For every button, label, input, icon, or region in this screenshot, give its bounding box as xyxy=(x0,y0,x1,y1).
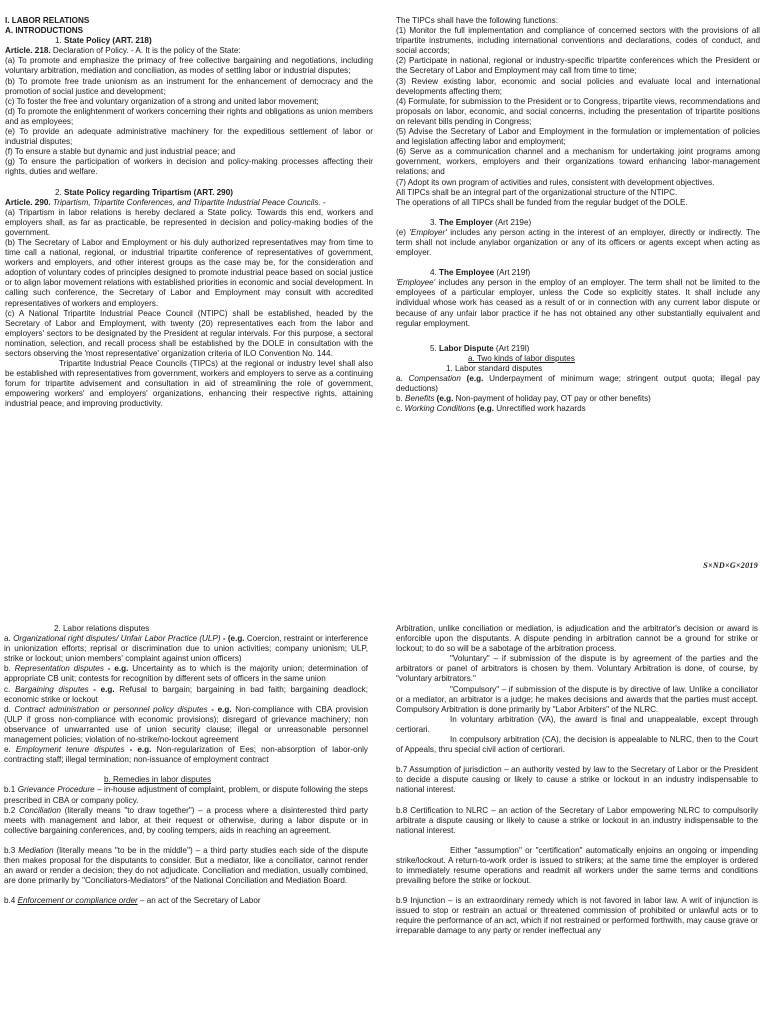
defined-term: 'Employer' xyxy=(409,227,447,237)
item-label: a. xyxy=(4,634,14,644)
page-footer-mark: S×ND×G×2019 xyxy=(703,561,758,570)
section-number: 5. xyxy=(430,343,440,353)
section-title: The Employer xyxy=(439,217,493,227)
item-text: Coercion, restraint or interference in unionization efforts; reprisal or discrimination due to union activities; company unionism; ULP, strike or lockout; union members' complaint against union officers) xyxy=(4,634,368,664)
page2-left-column xyxy=(4,624,368,906)
section-title: State Policy regarding Tripartism xyxy=(64,187,192,197)
article-218-item: (e) To provide an adequate administrative machinery for the expeditious settlement of labor or industrial disputes; xyxy=(5,127,373,147)
item-label: b.3 xyxy=(4,845,19,855)
item-text: Refusal to bargain; bargaining in bad faith; bargaining deadlock; economic strike or lockout xyxy=(4,684,368,704)
item-label: b.4 xyxy=(4,896,18,906)
article-218-item: (d) To promote the enlightenment of workers concerning their rights and obligations as union members and as employees; xyxy=(5,106,373,126)
section-title: The Employee xyxy=(439,268,495,278)
remedy-item xyxy=(4,896,368,906)
remedy-certification: b.8 Certification to NLRC – an action of the Secretary of Labor empowering NLRC to compulsorily arbitrate a dispute causing or likely to cause a strike or lockout in an industry indispensable to the national interest. xyxy=(396,805,758,835)
item-example-marker: - e.g. xyxy=(103,664,129,674)
section-number: 1. xyxy=(55,36,65,46)
item-term: Mediation xyxy=(18,845,54,855)
page2-right-column xyxy=(396,624,758,937)
item-example-marker: - e.g. xyxy=(207,704,232,714)
employer-definition xyxy=(396,228,760,258)
item-label: c. xyxy=(396,404,405,414)
item-label: e. xyxy=(4,745,16,755)
article-title: Tripartism, Tripartite Conferences, and Tripartite Industrial Peace Councils. - xyxy=(50,197,326,207)
item-text: Underpayment of minimum wage; stringent output quota; illegal pay deductions) xyxy=(396,374,760,394)
section-labor-dispute xyxy=(396,344,760,354)
article-290-item: (b) The Secretary of Labor and Employment or his duly authorized representatives may from time to time call a national, regional, or industrial tripartite conference of representatives of government, workers and employers, and other interest groups as the case may be, for the consideration and adoption of voluntary codes of principles designed to promote industrial peace based on social justice or to align labor movement relations with established priorities in economic and social development. In calling such conference, the Secretary of Labor and Employment may consult with accredited representatives of workers and employers. xyxy=(5,237,373,308)
article-290-title xyxy=(5,198,373,208)
item-label: b. xyxy=(4,664,15,674)
section-state-policy xyxy=(5,36,373,46)
item-term: Grievance Procedure xyxy=(17,785,95,795)
item-term: Employment tenure disputes xyxy=(15,745,125,755)
section-reference: (Art 219e) xyxy=(492,217,532,227)
dispute-item xyxy=(396,374,760,394)
section-number: 4. xyxy=(430,268,440,278)
employee-definition xyxy=(396,278,760,328)
section-employer xyxy=(396,218,760,228)
dispute-item xyxy=(4,664,368,684)
dispute-item xyxy=(4,634,368,664)
item-text: Non-compliance with CBA provision (ULP if gross non-compliance with economic provisions); disregard of grievance machinery; non observance of unwarranted use of union security clause; illegal or unreasonable personnel management policies; violation of no-strike/no-lockout agreement xyxy=(4,704,368,745)
arbitration-paragraph: Arbitration, unlike conciliation or mediation, is adjudication and the arbitrator's decision or award is enforcible upon the disputants. A dispute pending in arbitration cannot be a ground for strike or lockout; to do so will be a sabotage of the arbitration process. xyxy=(396,624,758,654)
tipc-function: (3) Review existing labor, economic and social policies and evaluate local and international developments affecting them; xyxy=(396,76,760,96)
article-290-tipc: Tripartite Industrial Peace Councils (TIPCs) at the regional or industry level shall also be established with representatives from government, workers and employers to serve as a continuing forum for tripartite advisement and consultation in aid of streamlining the role of government, empowering workers' and employers' organizations, enhancing their respective rights, attaining industrial peace, and improving productivity. xyxy=(5,359,373,409)
item-text: (literally means "to draw together") – a process where a disinterested third party meets with management and labor, at their request or otherwise, during a labor dispute or in collective bargaining conferences, and, by cooling tempers, aids in reaching an agreement. xyxy=(4,805,368,835)
section-tripartism xyxy=(5,188,373,198)
item-label: a. xyxy=(396,374,409,383)
section-number: 3. xyxy=(430,217,440,227)
dispute-item xyxy=(4,705,368,745)
remedy-either-note: Either "assumption" or "certification" automatically enjoins an ongoing or impending strike/lockout. A return-to-work order is issued to strikers; at the same time the employer is ordered to immediately resume operations and readmit all workers under the same terms and conditions prevailing before the strike or lockout. xyxy=(396,845,758,886)
subsection-labor-standard: 1. Labor standard disputes xyxy=(446,363,543,373)
item-term: Bargaining disputes xyxy=(14,684,89,694)
section-reference: (ART. 290) xyxy=(191,187,233,197)
item-label: b. xyxy=(396,394,406,404)
section-reference: (Art 219l) xyxy=(493,343,530,353)
tipc-function: (2) Participate in national, regional or industry-specific tripartite conferences which the President or the Secretary of Labor and Employment may call from time to time; xyxy=(396,56,760,76)
article-label: Article. 218. xyxy=(5,46,51,56)
item-example-marker: - (e.g. xyxy=(220,634,245,644)
item-label: c. xyxy=(4,684,15,694)
arbitration-ca-note: In compulsory arbitration (CA), the decision is appealable to NLRC, then to the Court of Appeals, thru special civil action of certiorari. xyxy=(396,735,758,755)
remedy-item xyxy=(4,806,368,836)
subsection-two-kinds: a. Two kinds of labor disputes xyxy=(468,353,575,363)
tipc-function: (7) Adopt its own program of activities and rules, consistent with development objectives. xyxy=(396,177,715,187)
article-218-item: (f) To ensure a stable but dynamic and just industrial peace; and xyxy=(5,147,236,157)
item-example-marker: - e.g. xyxy=(88,684,115,694)
dispute-item xyxy=(396,394,760,404)
defined-term: 'Employee' xyxy=(396,278,436,288)
remedy-item xyxy=(4,785,368,805)
item-text: – in-house adjustment of complaint, problem, or dispute following the steps prescribed in CBA or company policy. xyxy=(4,785,368,805)
tipc-intro: The TIPCs shall have the following functions: xyxy=(396,16,558,25)
article-290-item: (c) A National Tripartite Industrial Peace Council (NTIPC) shall be established, headed by the Secretary of Labor and Employment, with twenty (20) representatives each from the labor and employers' sectors to be designated by the President at regular intervals. For this purpose, a sectoral nomination, selection, and recall process shall be established by the DOLE in consultation with the sectors observing the 'most representative' organization criteria of ILO Convention No. 144. xyxy=(5,308,373,358)
dispute-item xyxy=(4,685,368,705)
item-label: b.2 xyxy=(4,805,19,815)
arbitration-compulsory: "Compulsory" – if submission of the dispute is by directive of law. Unlike a conciliator or a mediator, an arbitrator is a judge; he makes decisions and awards that the parties must accept. Compulsory Arbitration is done primarily by "Labor Arbiters" of the NLRC. xyxy=(396,684,758,714)
item-term: Compensation xyxy=(408,374,461,383)
heading-introductions: A. INTRODUCTIONS xyxy=(5,26,84,36)
item-term: Contract administration or personnel policy disputes xyxy=(14,704,208,714)
tipc-integral: All TIPCs shall be an integral part of the organizational structure of the NTIPC. xyxy=(396,187,678,197)
section-reference: (Art 219f) xyxy=(494,268,531,278)
page1-right-column xyxy=(396,16,760,414)
article-label: Article. 290. xyxy=(5,197,51,207)
remedy-assumption: b.7 Assumption of jurisdiction – an authority vested by law to the Secretary of Labor or the President to decide a dispute causing or likely to cause a strike or lockout in an industry indispensable to national interest. xyxy=(396,765,758,795)
item-text: Uncertainty as to which is the majority union; determination of appropriate CB unit; contests for recognition by different sets of officers in the same union xyxy=(4,664,369,684)
tipc-function: (4) Formulate, for submission to the President or to Congress, tripartite views, recommendations and proposals on labor, economic, and social concerns, including the presentation of tripartite positions on relevant bills pending in Congress; xyxy=(396,96,760,126)
remedy-item xyxy=(4,846,368,886)
subsection-remedies: b. Remedies in labor disputes xyxy=(104,775,212,785)
article-218-item: (g) To ensure the participation of workers in decision and policy-making processes affecting their rights, duties and welfare. xyxy=(5,157,373,177)
arbitration-voluntary: "Voluntary" – if submission of the dispute is by agreement of the parties and the arbitrators or panel of arbitrators is chosen by them. Voluntary Arbitration is done, of course, by "voluntary arbitrators." xyxy=(396,654,758,684)
page-gap xyxy=(0,585,768,610)
section-number: 2. xyxy=(55,187,65,197)
item-term: Organizational right disputes/ Unfair Labor Practice (ULP) xyxy=(13,634,221,644)
section-title: Labor Dispute xyxy=(439,343,494,353)
item-term: Working Conditions xyxy=(404,404,476,414)
item-term: Benefits xyxy=(405,394,435,404)
page1-left-column xyxy=(5,16,373,410)
item-text: Non-payment of holiday pay, OT pay or other benefits) xyxy=(453,394,651,404)
item-term: Conciliation xyxy=(18,805,61,815)
arbitration-va-note: In voluntary arbitration (VA), the award is final and unappealable, except through certiorari. xyxy=(396,714,758,734)
dispute-item xyxy=(4,745,368,765)
item-example-marker: (e.g. xyxy=(460,374,484,383)
item-example-marker: - e.g. xyxy=(124,745,152,755)
section-employee xyxy=(396,268,760,278)
item-label: (e) xyxy=(396,227,410,237)
tipc-funding: The operations of all TIPCs shall be funded from the regular budget of the DOLE. xyxy=(396,197,688,207)
item-example-marker: (e.g. xyxy=(434,394,454,404)
article-218-item: (a) To promote and emphasize the primacy of free collective bargaining and negotiations, including voluntary arbitration, mediation and conciliation, as modes of settling labor or industrial disputes; xyxy=(5,56,373,76)
item-term: Enforcement or compliance order xyxy=(17,896,138,906)
article-218-declaration xyxy=(5,46,373,56)
heading-labor-relations: I. LABOR RELATIONS xyxy=(5,16,90,25)
article-text: Declaration of Policy. - A. It is the policy of the State: xyxy=(50,46,241,56)
dispute-item xyxy=(396,404,760,414)
item-text: Unrectified work hazards xyxy=(494,404,586,414)
document-page-2 xyxy=(0,610,768,1024)
article-290-item: (a) Tripartism in labor relations is hereby declared a State policy. Towards this end, workers and employers shall, as far as practicable, be represented in decision and policy-making bodies of the government. xyxy=(5,207,373,237)
definition-text: includes any person in the employ of an employer. The term shall not be limited to the employees of a particular employer, unless the Code so explicitly states. It shall include any individual whose work has ceased as a result of or in connection with any current labor dispute or because of any unfair labor practice if he has not obtained any other substantially equivalent and regular employment. xyxy=(396,278,760,328)
item-term: Representation disputes xyxy=(14,664,104,674)
item-label: d. xyxy=(4,704,15,714)
item-text: Non-regularization of Ees; non-absorption of labor-only contracting staff; illegal termination; non-issuance of employment contract xyxy=(4,745,368,765)
article-218-item: (c) To foster the free and voluntary organization of a strong and united labor movement; xyxy=(5,96,319,106)
item-text: (literally means "to be in the middle") – a third party studies each side of the dispute then makes proposal for the disputants to consider. But a mediator, like a conciliator, cannot render an award or render a decision; they do not adjudicate. Conciliation and mediation, usually combined, are done primarily by "Conciliators-Mediators" of the National Conciliation and Mediation Board. xyxy=(4,845,368,886)
definition-text: includes any person acting in the interest of an employer, directly or indirectly. The term shall not include anylabor organization or any of its officers or agents except when acting as employer. xyxy=(396,227,760,258)
section-title: State Policy xyxy=(64,36,111,46)
item-label: b.1 xyxy=(4,785,18,795)
article-218-item: (b) To promote free trade unionism as an instrument for the enhancement of democracy and the promotion of social justice and development; xyxy=(5,76,373,96)
section-labor-relations-disputes: 2. Labor relations disputes xyxy=(54,624,150,633)
item-example-marker: (e.g. xyxy=(475,404,494,414)
item-text: – an act of the Secretary of Labor xyxy=(137,896,261,906)
tipc-function: (5) Advise the Secretary of Labor and Employment in the formulation or implementation of policies and legislation affecting labor and employment; xyxy=(396,127,760,147)
section-reference: (ART. 218) xyxy=(110,36,152,46)
tipc-function: (6) Serve as a communication channel and a mechanism for undertaking joint programs among government, workers, employers and their organizations toward enhancing labor-management relations; and xyxy=(396,147,760,177)
tipc-function: (1) Monitor the full implementation and compliance of concerned sectors with the provisions of all tripartite instruments, including international conventions and declarations, codes of conduct, and social accords; xyxy=(396,26,760,56)
remedy-injunction: b.9 Injunction – is an extraordinary remedy which is not favored in labor law. A writ of injunction is issued to stop or restrain an actual or threatened commission of prohibited or unlawful acts or to require the performance of an act, which if not restrained or performed forthwith, may cause grave or irreparable damage to any party or render ineffectual any xyxy=(396,896,758,936)
